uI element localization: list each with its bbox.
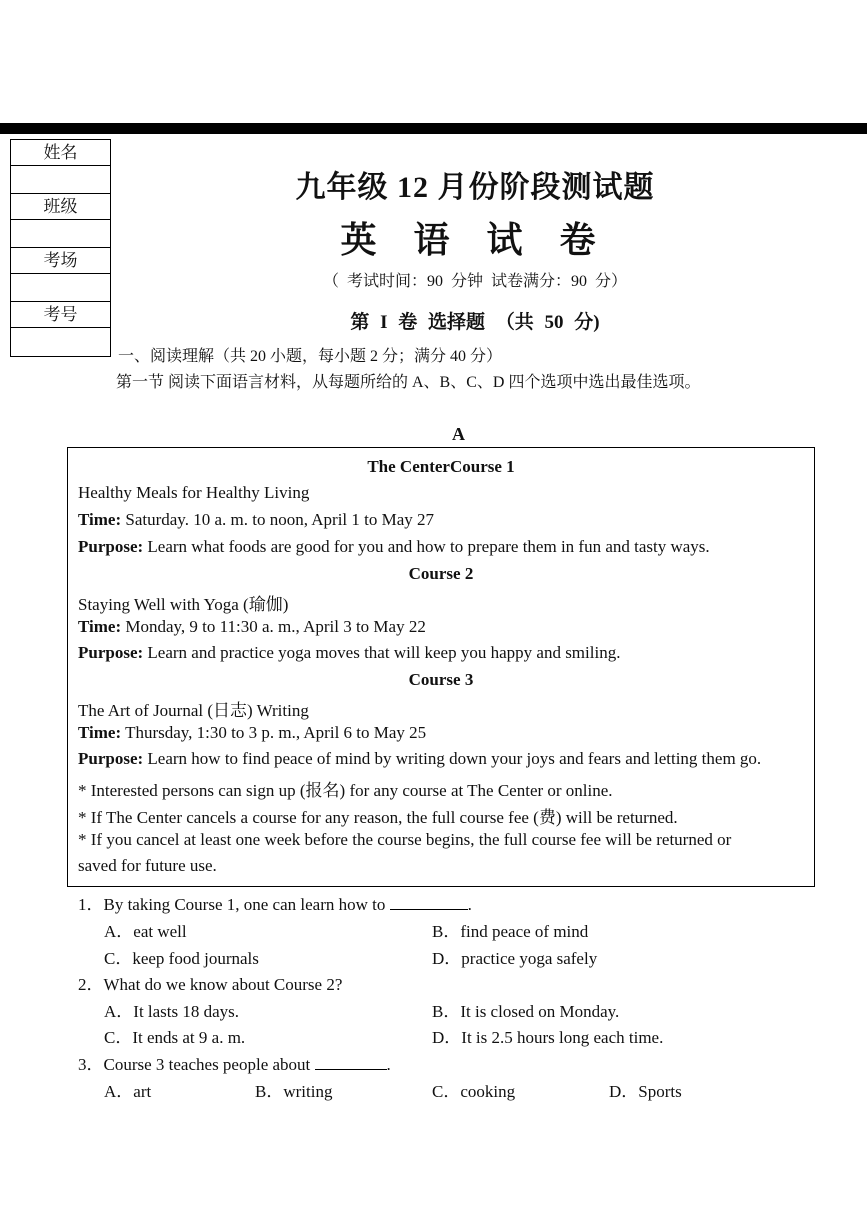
- course1-purpose: [78, 537, 710, 557]
- course1-time: [78, 510, 434, 530]
- class-label: 班级: [11, 194, 110, 220]
- question-3-text: 3．Course 3 teaches people about: [78, 1055, 315, 1074]
- exam-info: （ 考试时间：90 分钟 试卷满分：90 分）: [322, 273, 627, 290]
- question-1-stem: [78, 890, 472, 915]
- time-label: Time:: [78, 617, 122, 636]
- number-label: 考号: [11, 302, 110, 328]
- course1-time-value: Saturday. 10 a. m. to noon, April 1 to May 27: [121, 510, 435, 529]
- course3-time: [78, 723, 426, 743]
- subject-title: 英 语 试 卷: [340, 220, 610, 260]
- exam-title: 九年级 12 月份阶段测试题: [295, 171, 655, 204]
- course2-name: Staying Well with Yoga (瑜伽): [78, 595, 289, 614]
- name-label: 姓名: [11, 140, 110, 166]
- room-field[interactable]: [11, 274, 110, 302]
- course2-purpose: [78, 643, 620, 663]
- course3-purpose-value: Learn how to find peace of mind by writing down your joys and fears and letting them go.: [143, 749, 762, 768]
- course1-purpose-value: Learn what foods are good for you and how to prepare them in fun and tasty ways.: [143, 537, 710, 556]
- course2-time-value: Monday, 9 to 11:30 a. m., April 3 to May 22: [121, 617, 426, 636]
- q3-option-c[interactable]: C．cooking: [432, 1082, 516, 1101]
- q3-option-b[interactable]: B．writing: [255, 1082, 333, 1101]
- q1-option-d[interactable]: D．practice yoga safely: [432, 949, 598, 968]
- section-instructions: 第一节 阅读下面语言材料，从每题所给的 A、B、C、D 四个选项中选出最佳选项。: [116, 374, 701, 391]
- room-label: 考场: [11, 248, 110, 274]
- answer-blank[interactable]: [315, 1055, 387, 1070]
- course3-name: The Art of Journal (日志) Writing: [78, 701, 309, 720]
- q1-option-b[interactable]: B．find peace of mind: [432, 922, 589, 941]
- q1-option-c[interactable]: C．keep food journals: [104, 949, 259, 968]
- course2-heading: Course 2: [408, 564, 474, 583]
- q2-option-c[interactable]: C．It ends at 9 a. m.: [104, 1028, 246, 1047]
- section-title: 一、阅读理解（共 20 小题，每小题 2 分；满分 40 分）: [118, 348, 503, 365]
- q2-option-d[interactable]: D．It is 2.5 hours long each time.: [432, 1028, 664, 1047]
- course2-purpose-value: Learn and practice yoga moves that will keep you happy and smiling.: [143, 643, 621, 662]
- volume-heading: 第 I 卷 选择题 （共 50 分): [350, 312, 600, 333]
- q2-option-b[interactable]: B．It is closed on Monday.: [432, 1002, 620, 1021]
- purpose-label: Purpose:: [78, 749, 144, 768]
- passage-letter: A: [452, 424, 465, 444]
- note-cancel-center: * If The Center cancels a course for any reason, the full course fee (费) will be returned.: [78, 808, 678, 827]
- question-1-end: .: [467, 895, 472, 914]
- purpose-label: Purpose:: [78, 643, 144, 662]
- name-field[interactable]: [11, 166, 110, 194]
- question-2-stem: 2．What do we know about Course 2?: [78, 975, 343, 994]
- number-field[interactable]: [11, 328, 110, 356]
- course3-purpose: [78, 749, 761, 769]
- course1-name: Healthy Meals for Healthy Living: [78, 483, 310, 502]
- passage-heading: The CenterCourse 1: [367, 457, 515, 476]
- question-1-text: 1．By taking Course 1, one can learn how to: [78, 895, 390, 914]
- student-info-box: [10, 139, 111, 357]
- course3-time-value: Thursday, 1:30 to 3 p. m., April 6 to May 25: [121, 723, 427, 742]
- time-label: Time:: [78, 723, 122, 742]
- time-label: Time:: [78, 510, 122, 529]
- purpose-label: Purpose:: [78, 537, 144, 556]
- q3-option-d[interactable]: D．Sports: [609, 1082, 682, 1101]
- class-field[interactable]: [11, 220, 110, 248]
- q2-option-a[interactable]: A．It lasts 18 days.: [104, 1002, 240, 1021]
- course2-time: [78, 617, 426, 637]
- q1-option-a[interactable]: A．eat well: [104, 922, 187, 941]
- top-rule: [0, 123, 867, 134]
- course3-heading: Course 3: [408, 670, 474, 689]
- note-cancel-person-cont: saved for future use.: [78, 856, 217, 875]
- question-3-stem: [78, 1050, 391, 1075]
- question-3-end: .: [386, 1055, 391, 1074]
- answer-blank[interactable]: [390, 895, 468, 910]
- note-cancel-person: * If you cancel at least one week before the course begins, the full course fee will be returned or: [78, 830, 732, 849]
- q3-option-a[interactable]: A．art: [104, 1082, 152, 1101]
- note-signup: * Interested persons can sign up (报名) for any course at The Center or online.: [78, 781, 613, 800]
